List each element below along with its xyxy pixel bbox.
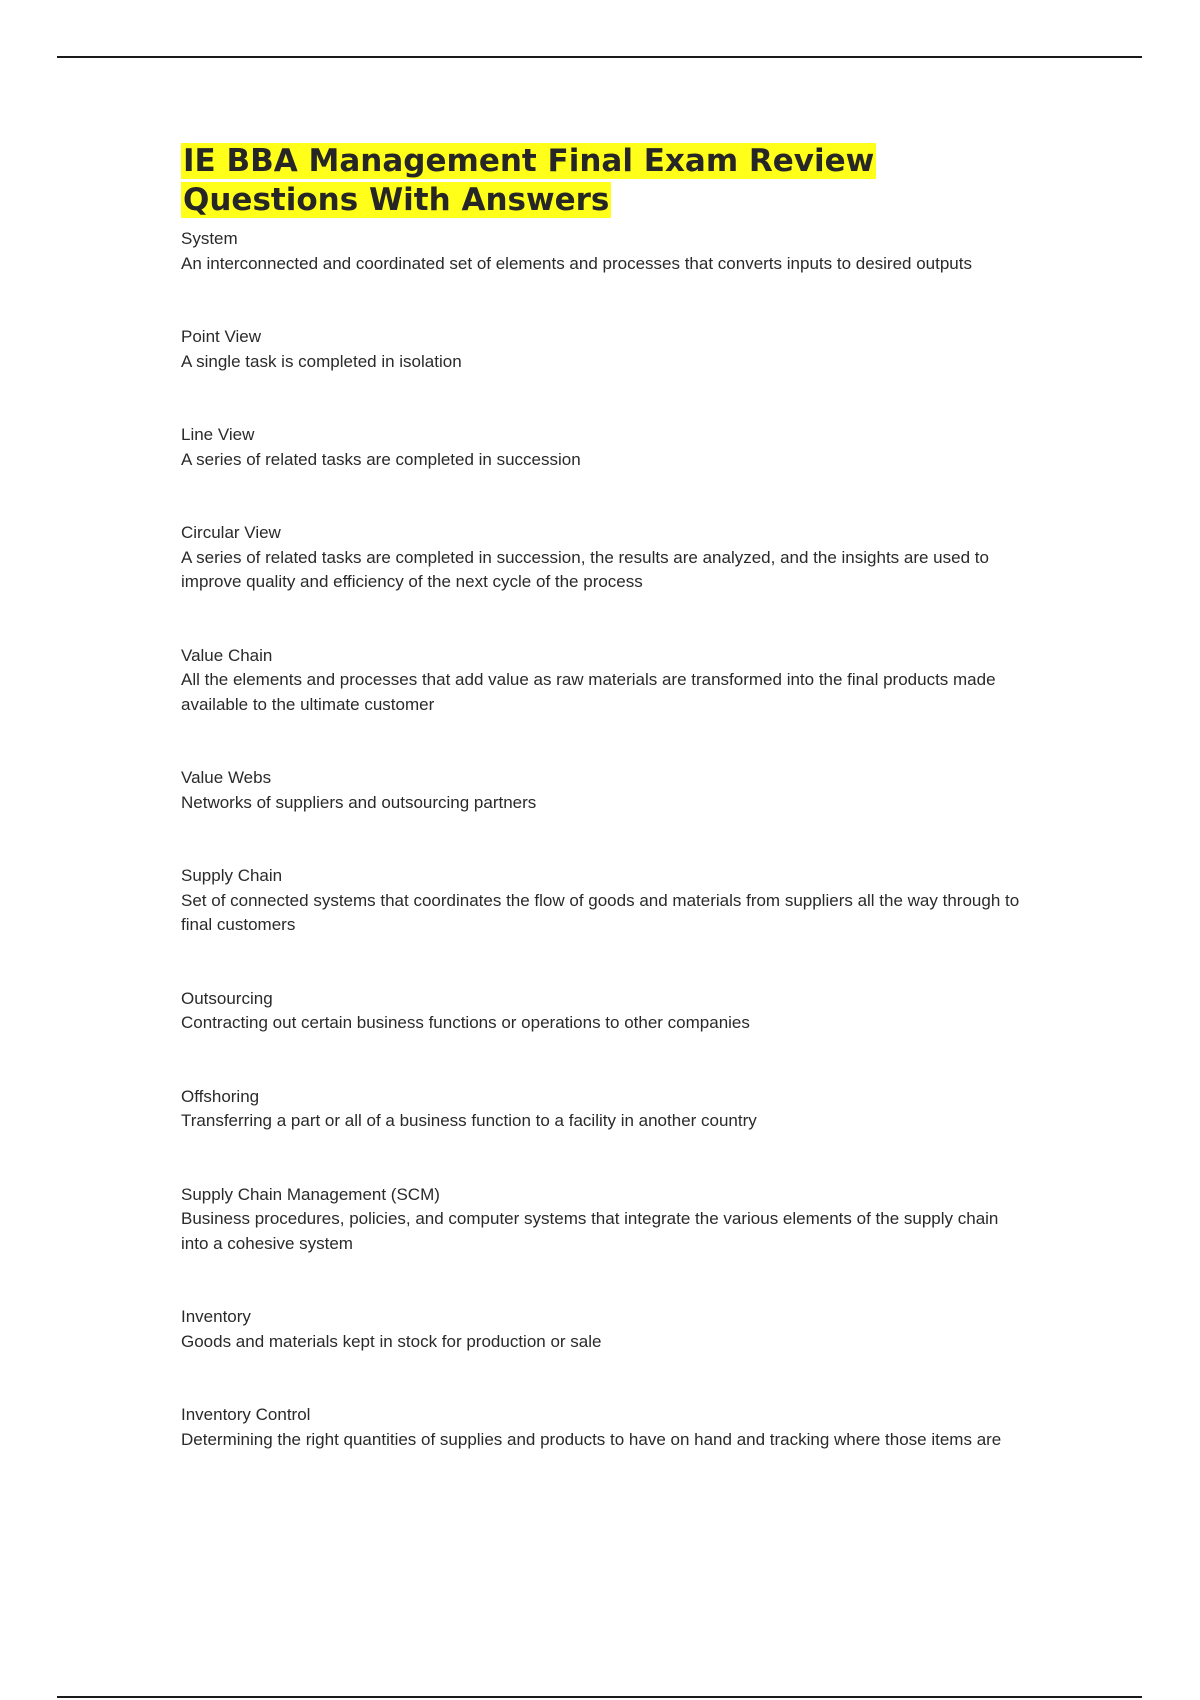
entry-definition: A single task is completed in isolation xyxy=(181,351,462,371)
title-highlight: IE BBA Management Final Exam Review Questions With Answers xyxy=(183,143,875,218)
glossary-entry-inventory xyxy=(181,1305,1021,1354)
entry-term: Offshoring xyxy=(181,1086,260,1106)
entry-term: Value Chain xyxy=(181,645,273,665)
entry-term: Point View xyxy=(181,327,262,346)
entry-definition: A series of related tasks are completed in succession xyxy=(181,449,581,469)
entry-term: Value Webs xyxy=(181,768,272,787)
header-rule xyxy=(57,56,1142,58)
glossary-entry-scm xyxy=(181,1183,1021,1257)
entry-term: Line View xyxy=(181,425,255,444)
entry-term: Supply Chain xyxy=(181,866,283,885)
entry-term: Supply Chain Management (SCM) xyxy=(181,1184,440,1204)
entry-definition: A series of related tasks are completed in succession, the results are analyzed, and the insights are used to improve quality and efficiency of the next cycle of the process xyxy=(181,547,989,591)
entry-term: Inventory xyxy=(181,1307,251,1326)
glossary-entry-outsourcing xyxy=(181,987,1021,1036)
entry-term: Inventory Control xyxy=(181,1405,311,1424)
document-title xyxy=(181,142,1021,220)
entry-definition: Networks of suppliers and outsourcing partners xyxy=(181,792,537,812)
entry-definition: An interconnected and coordinated set of elements and processes that converts inputs to desired outputs xyxy=(181,253,972,273)
entry-term: Circular View xyxy=(181,523,281,542)
entry-definition: Business procedures, policies, and computer systems that integrate the various elements of the supply chain into a cohesive system xyxy=(181,1209,999,1253)
glossary-entry-inventory-control xyxy=(181,1403,1021,1452)
entry-definition: Transferring a part or all of a business function to a facility in another country xyxy=(181,1111,757,1130)
glossary-entry-supply-chain xyxy=(181,864,1021,938)
glossary-entry-line-view xyxy=(181,423,1021,472)
entry-term: System xyxy=(181,229,238,248)
glossary-entry-point-view xyxy=(181,325,1021,374)
glossary-entry-system xyxy=(181,227,1021,276)
entry-definition: Goods and materials kept in stock for production or sale xyxy=(181,1331,602,1351)
entry-definition: Determining the right quantities of supplies and products to have on hand and tracking where those items are xyxy=(181,1429,1002,1449)
entry-definition: All the elements and processes that add value as raw materials are transformed into the final products made available to the ultimate customer xyxy=(181,670,996,714)
entry-definition: Set of connected systems that coordinates the flow of goods and materials from suppliers all the way through to final customers xyxy=(181,890,1020,934)
entry-definition: Contracting out certain business functions or operations to other companies xyxy=(181,1013,750,1032)
document-body xyxy=(181,142,1021,1452)
glossary-entry-value-webs xyxy=(181,766,1021,815)
glossary-entry-circular-view xyxy=(181,521,1021,595)
glossary-entry-offshoring xyxy=(181,1085,1021,1134)
entry-term: Outsourcing xyxy=(181,988,273,1008)
footer-rule xyxy=(57,1696,1142,1698)
glossary-entry-value-chain xyxy=(181,644,1021,718)
